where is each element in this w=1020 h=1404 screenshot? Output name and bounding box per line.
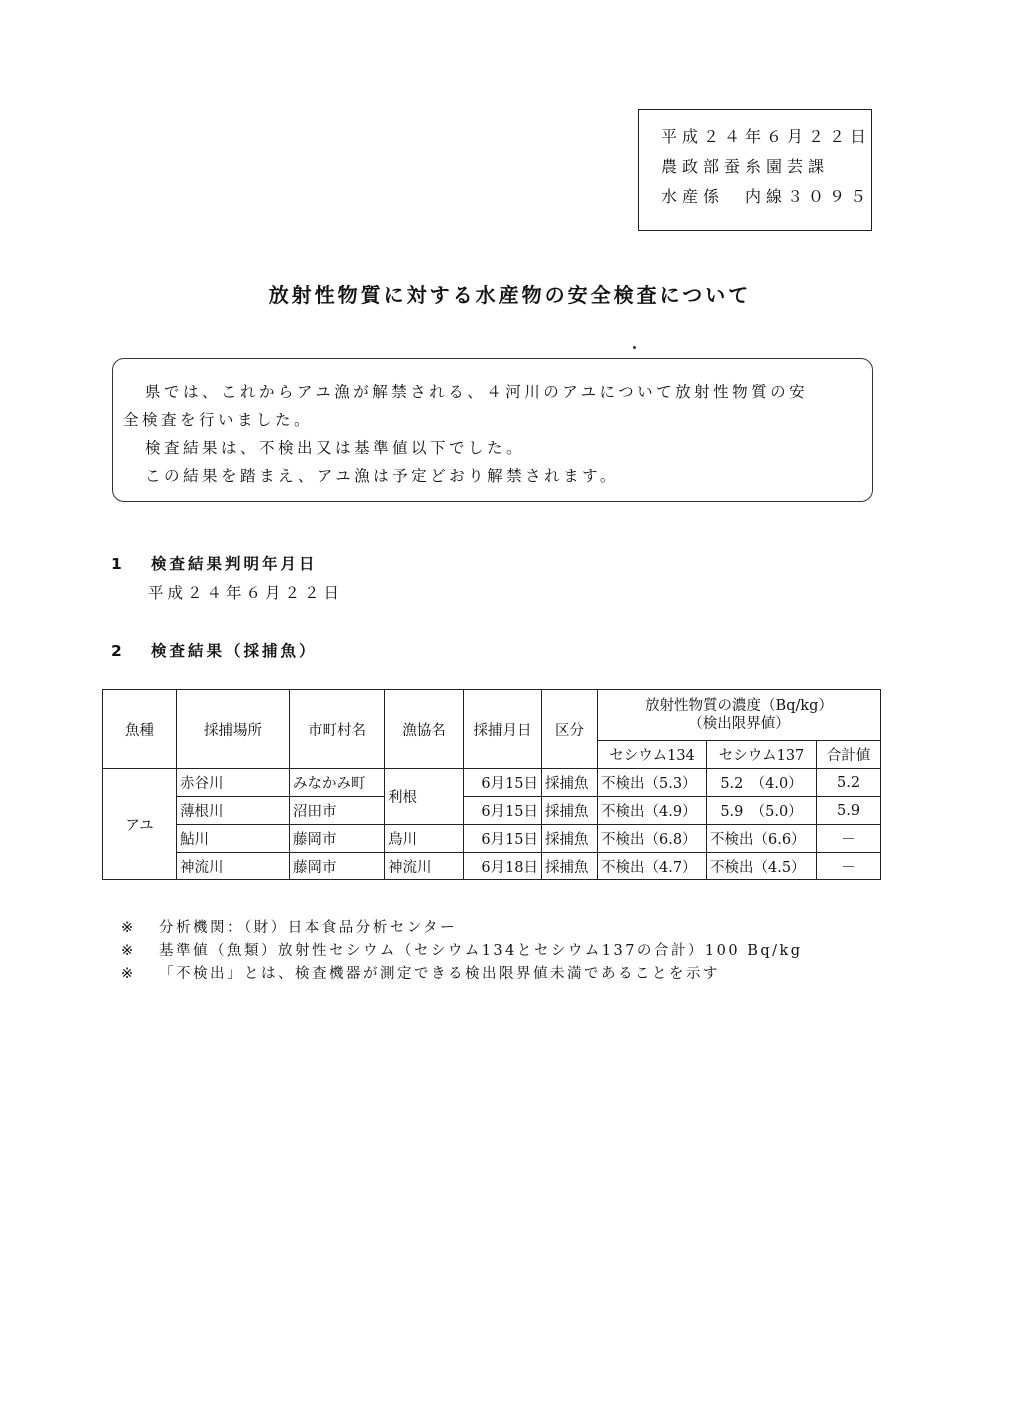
note-mark: ※: [121, 966, 136, 982]
cell-municipality: みなかみ町: [290, 769, 385, 797]
note-mark: ※: [121, 943, 136, 959]
cell-date: 6月15日: [464, 797, 542, 825]
cell-cs137: 5.2 （4.0）: [707, 769, 817, 797]
department-info-box: [638, 109, 872, 231]
summary-line-3: 検査結果は、不検出又は基準値以下でした。: [145, 439, 526, 457]
cell-municipality: 藤岡市: [290, 853, 385, 880]
summary-line-4: この結果を踏まえ、アユ漁は予定どおり解禁されます。: [145, 467, 619, 485]
header-concentration: [598, 690, 881, 741]
section-1-heading: [111, 552, 318, 574]
header-concentration-label: 放射性物質の濃度（Bq/kg）: [645, 698, 833, 714]
cell-location: 薄根川: [177, 797, 290, 825]
section-1-title: 検査結果判明年月日: [151, 555, 318, 573]
note-text: 分析機関：（財）日本食品分析センター: [159, 920, 458, 936]
notes: [121, 917, 803, 986]
header-species: 魚種: [103, 690, 177, 769]
cell-cs137: 不検出（4.5）: [707, 853, 817, 880]
table-row: [103, 825, 881, 853]
section-2-number: 2: [111, 642, 125, 660]
header-cooperative: 漁協名: [385, 690, 464, 769]
summary-line-1: 県では、これからアユ漁が解禁される、４河川のアユについて放射性物質の安: [145, 383, 809, 401]
department-name: 農政部蚕糸園芸課: [661, 157, 830, 176]
summary-box: [112, 358, 873, 502]
cell-total: －: [817, 853, 881, 880]
cell-date: 6月18日: [464, 853, 542, 880]
cell-category: 採捕魚: [542, 769, 598, 797]
header-municipality: 市町村名: [290, 690, 385, 769]
section-1-body: 平成２４年６月２２日: [148, 584, 344, 602]
header-location: 採捕場所: [177, 690, 290, 769]
cell-location: 鮎川: [177, 825, 290, 853]
header-cs134: セシウム134: [598, 741, 707, 769]
table-header-row: [103, 690, 881, 741]
cell-cs134: 不検出（5.3）: [598, 769, 707, 797]
header-total: 合計値: [817, 741, 881, 769]
cell-category: 採捕魚: [542, 825, 598, 853]
table-row: [103, 797, 881, 825]
section-1-number: 1: [111, 555, 125, 573]
stray-dot: [633, 346, 636, 349]
cell-cooperative: 鳥川: [385, 825, 464, 853]
cell-cs134: 不検出（4.9）: [598, 797, 707, 825]
cell-cooperative: 利根: [385, 769, 464, 825]
note-item: [121, 917, 803, 940]
section-2-heading: [111, 639, 318, 661]
cell-total: －: [817, 825, 881, 853]
note-text: 基準値（魚類）放射性セシウム（セシウム134とセシウム137の合計）100 Bq/kg: [159, 943, 803, 959]
results-table: [102, 689, 881, 880]
header-date: 採捕月日: [464, 690, 542, 769]
header-cs137: セシウム137: [707, 741, 817, 769]
cell-cooperative: 神流川: [385, 853, 464, 880]
cell-location: 赤谷川: [177, 769, 290, 797]
cell-municipality: 藤岡市: [290, 825, 385, 853]
cell-cs137: 5.9 （5.0）: [707, 797, 817, 825]
cell-cs134: 不検出（6.8）: [598, 825, 707, 853]
cell-category: 採捕魚: [542, 853, 598, 880]
header-category: 区分: [542, 690, 598, 769]
cell-municipality: 沼田市: [290, 797, 385, 825]
header-detection-limit: （検出限界値）: [688, 716, 790, 732]
cell-date: 6月15日: [464, 825, 542, 853]
cell-location: 神流川: [177, 853, 290, 880]
contact-extension: 水産係 内線３０９５: [661, 187, 872, 206]
summary-line-2: 全検査を行いました。: [123, 411, 314, 429]
table-row: [103, 769, 881, 797]
note-item: [121, 940, 803, 963]
document-title: 放射性物質に対する水産物の安全検査について: [268, 283, 752, 307]
cell-date: 6月15日: [464, 769, 542, 797]
section-2-title: 検査結果（採捕魚）: [151, 642, 318, 660]
note-text: 「不検出」とは、検査機器が測定できる検出限界値未満であることを示す: [159, 966, 720, 982]
cell-category: 採捕魚: [542, 797, 598, 825]
cell-cs137: 不検出（6.6）: [707, 825, 817, 853]
cell-total: 5.9: [817, 797, 881, 825]
cell-total: 5.2: [817, 769, 881, 797]
issue-date: 平成２４年６月２２日: [661, 127, 872, 146]
table-row: [103, 853, 881, 880]
note-mark: ※: [121, 920, 136, 936]
cell-species: アユ: [103, 769, 177, 880]
cell-cs134: 不検出（4.7）: [598, 853, 707, 880]
note-item: [121, 963, 803, 986]
